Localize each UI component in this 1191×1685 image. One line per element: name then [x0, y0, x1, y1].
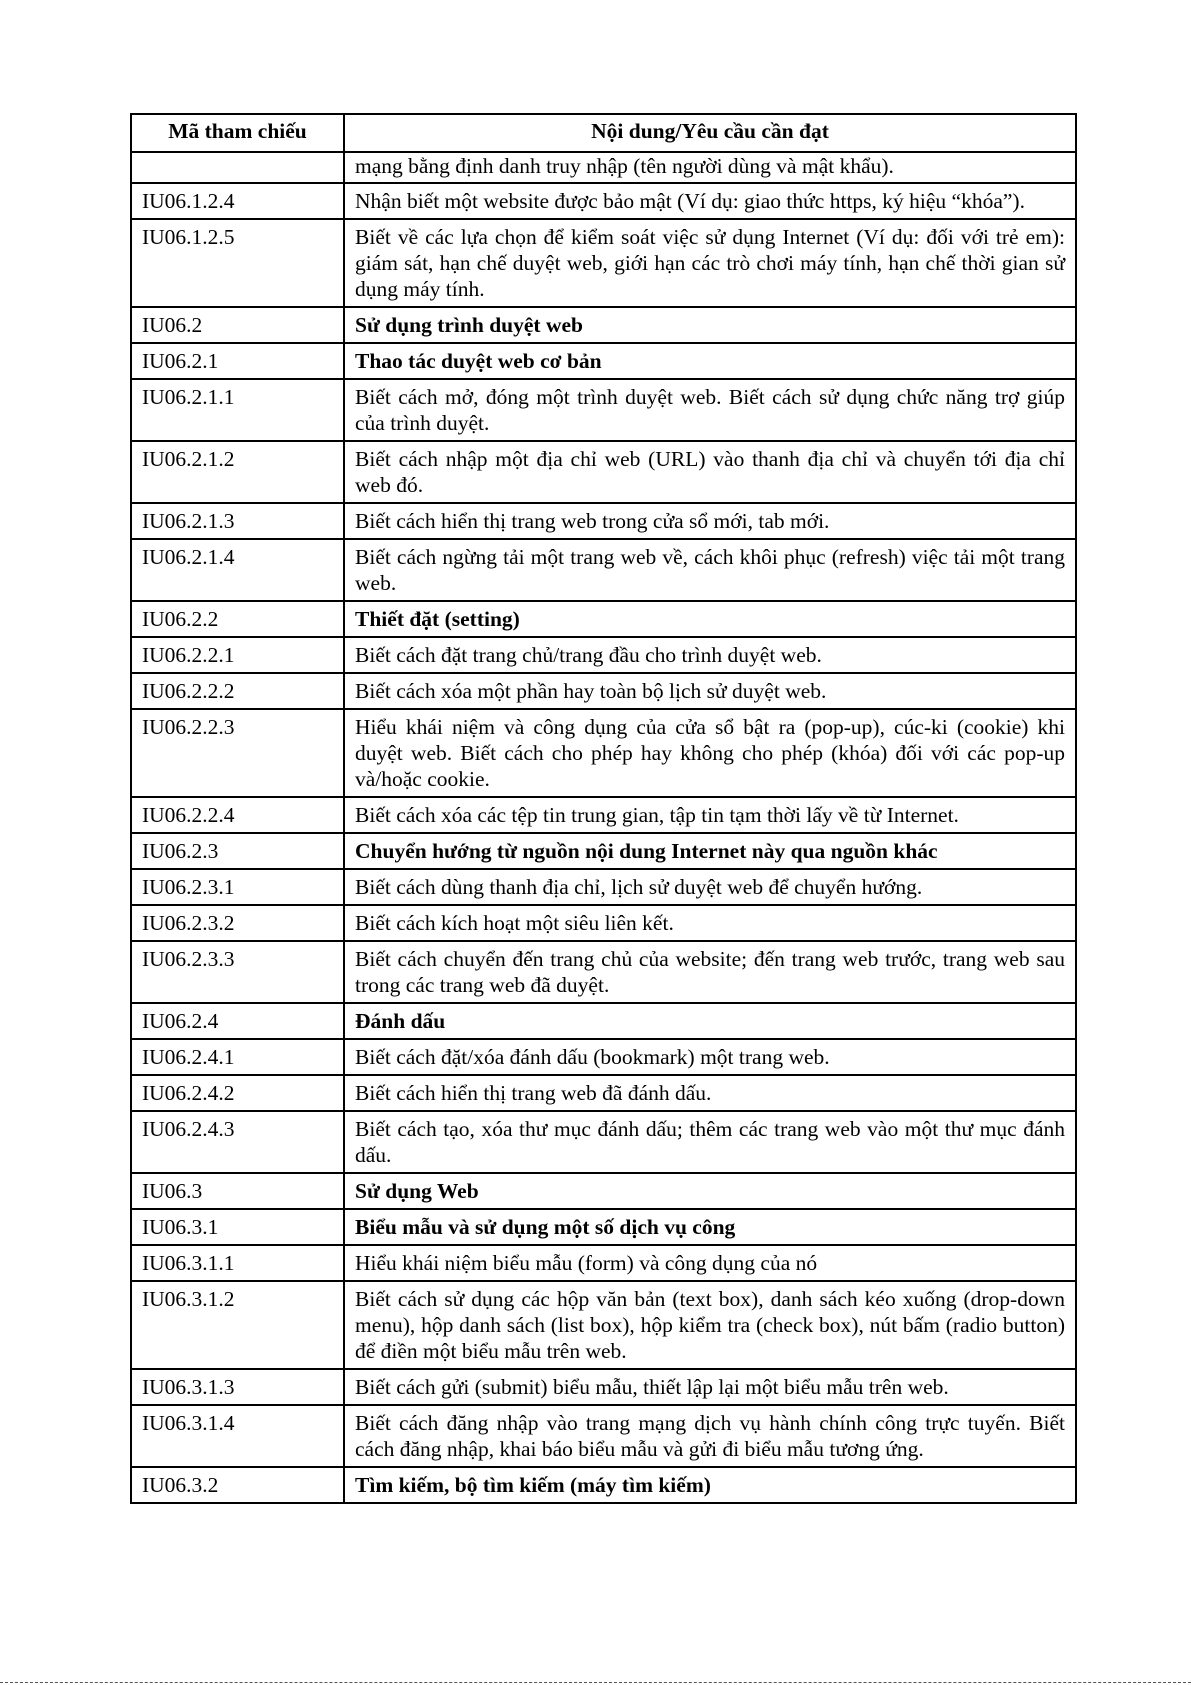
reference-code-cell: IU06.2.2 — [131, 601, 344, 637]
reference-code-cell: IU06.2.4 — [131, 1003, 344, 1039]
requirement-content-cell: Biết cách đặt trang chủ/trang đầu cho trình duyệt web. — [344, 637, 1076, 673]
requirement-content-cell: Biết cách tạo, xóa thư mục đánh dấu; thêm các trang web vào một thư mục đánh dấu. — [344, 1111, 1076, 1173]
reference-code-cell: IU06.2.1.1 — [131, 379, 344, 441]
requirement-content-cell: Biết cách hiển thị trang web trong cửa sổ mới, tab mới. — [344, 503, 1076, 539]
reference-code-cell: IU06.2.1.2 — [131, 441, 344, 503]
table-row — [131, 503, 1076, 539]
table-body — [131, 152, 1076, 1503]
reference-table — [130, 113, 1077, 1504]
table-row — [131, 869, 1076, 905]
requirement-content-cell: mạng bằng định danh truy nhập (tên người dùng và mật khẩu). — [344, 152, 1076, 183]
table-row — [131, 1075, 1076, 1111]
requirement-content-cell: Biết cách ngừng tải một trang web về, cách khôi phục (refresh) việc tải một trang web. — [344, 539, 1076, 601]
reference-code-cell: IU06.2.1 — [131, 343, 344, 379]
requirement-content-cell: Đánh dấu — [344, 1003, 1076, 1039]
reference-code-cell: IU06.2.4.3 — [131, 1111, 344, 1173]
table-row — [131, 1467, 1076, 1503]
reference-code-cell: IU06.1.2.5 — [131, 219, 344, 307]
header-content: Nội dung/Yêu cầu cần đạt — [344, 114, 1076, 152]
reference-code-cell: IU06.3.1.1 — [131, 1245, 344, 1281]
table-header-row — [131, 114, 1076, 152]
table-row — [131, 1173, 1076, 1209]
requirement-content-cell: Sử dụng trình duyệt web — [344, 307, 1076, 343]
requirement-content-cell: Thiết đặt (setting) — [344, 601, 1076, 637]
requirement-content-cell: Biết về các lựa chọn để kiểm soát việc sử dụng Internet (Ví dụ: đối với trẻ em): giám sát, hạn chế duyệt web, giới hạn các trò chơi máy tính, hạn chế thời gian sử dụng máy tính. — [344, 219, 1076, 307]
reference-code-cell: IU06.2.1.3 — [131, 503, 344, 539]
table-row — [131, 833, 1076, 869]
reference-code-cell: IU06.2.3.3 — [131, 941, 344, 1003]
requirement-content-cell: Hiểu khái niệm và công dụng của cửa sổ bật ra (pop-up), cúc-ki (cookie) khi duyệt web. Biết cách cho phép hay không cho phép (khóa) đối với các pop-up và/hoặc cookie. — [344, 709, 1076, 797]
requirement-content-cell: Thao tác duyệt web cơ bản — [344, 343, 1076, 379]
reference-code-cell: IU06.3 — [131, 1173, 344, 1209]
requirement-content-cell: Biết cách gửi (submit) biểu mẫu, thiết lập lại một biểu mẫu trên web. — [344, 1369, 1076, 1405]
reference-code-cell: IU06.3.1.4 — [131, 1405, 344, 1467]
table-row — [131, 539, 1076, 601]
table-row — [131, 1281, 1076, 1369]
reference-code-cell: IU06.2.3.2 — [131, 905, 344, 941]
requirement-content-cell: Biết cách chuyển đến trang chủ của website; đến trang web trước, trang web sau trong các trang web đã duyệt. — [344, 941, 1076, 1003]
reference-code-cell: IU06.2.2.2 — [131, 673, 344, 709]
requirement-content-cell: Biết cách xóa một phần hay toàn bộ lịch sử duyệt web. — [344, 673, 1076, 709]
reference-code-cell: IU06.3.1.3 — [131, 1369, 344, 1405]
table-row — [131, 1039, 1076, 1075]
reference-code-cell: IU06.2.2.4 — [131, 797, 344, 833]
requirement-content-cell: Biết cách đặt/xóa đánh dấu (bookmark) một trang web. — [344, 1039, 1076, 1075]
table-row — [131, 673, 1076, 709]
requirement-content-cell: Biết cách sử dụng các hộp văn bản (text box), danh sách kéo xuống (drop-down menu), hộp danh sách (list box), hộp kiểm tra (check box), nút bấm (radio button) để điền một biểu mẫu trên web. — [344, 1281, 1076, 1369]
reference-code-cell: IU06.2.2.1 — [131, 637, 344, 673]
reference-code-cell: IU06.3.1.2 — [131, 1281, 344, 1369]
reference-code-cell: IU06.1.2.4 — [131, 183, 344, 219]
reference-code-cell: IU06.2.1.4 — [131, 539, 344, 601]
table-row — [131, 183, 1076, 219]
table-row — [131, 1111, 1076, 1173]
table-row — [131, 441, 1076, 503]
table-row — [131, 152, 1076, 183]
reference-code-cell: IU06.2.3.1 — [131, 869, 344, 905]
requirement-content-cell: Sử dụng Web — [344, 1173, 1076, 1209]
reference-code-cell: IU06.2 — [131, 307, 344, 343]
reference-code-cell: IU06.2.4.2 — [131, 1075, 344, 1111]
reference-code-cell: IU06.2.4.1 — [131, 1039, 344, 1075]
table-row — [131, 709, 1076, 797]
table-row — [131, 1369, 1076, 1405]
requirement-content-cell: Biết cách đăng nhập vào trang mạng dịch vụ hành chính công trực tuyến. Biết cách đăng nhập, khai báo biểu mẫu và gửi đi biểu mẫu tương ứng. — [344, 1405, 1076, 1467]
table-row — [131, 1245, 1076, 1281]
table-row — [131, 637, 1076, 673]
table-row — [131, 1209, 1076, 1245]
requirement-content-cell: Biết cách nhập một địa chỉ web (URL) vào thanh địa chỉ và chuyển tới địa chỉ web đó. — [344, 441, 1076, 503]
table-row — [131, 379, 1076, 441]
table-row — [131, 797, 1076, 833]
requirement-content-cell: Hiểu khái niệm biểu mẫu (form) và công dụng của nó — [344, 1245, 1076, 1281]
table-row — [131, 1003, 1076, 1039]
table-row — [131, 941, 1076, 1003]
requirement-content-cell: Biết cách dùng thanh địa chỉ, lịch sử duyệt web để chuyển hướng. — [344, 869, 1076, 905]
table-row — [131, 307, 1076, 343]
requirement-content-cell: Biết cách hiển thị trang web đã đánh dấu. — [344, 1075, 1076, 1111]
table-row — [131, 343, 1076, 379]
table-row — [131, 905, 1076, 941]
requirement-content-cell: Tìm kiếm, bộ tìm kiếm (máy tìm kiếm) — [344, 1467, 1076, 1503]
reference-code-cell: IU06.3.1 — [131, 1209, 344, 1245]
reference-code-cell: IU06.2.3 — [131, 833, 344, 869]
requirement-content-cell: Biết cách xóa các tệp tin trung gian, tập tin tạm thời lấy về từ Internet. — [344, 797, 1076, 833]
requirement-content-cell: Biểu mẫu và sử dụng một số dịch vụ công — [344, 1209, 1076, 1245]
reference-code-cell: IU06.3.2 — [131, 1467, 344, 1503]
requirement-content-cell: Biết cách mở, đóng một trình duyệt web. Biết cách sử dụng chức năng trợ giúp của trình duyệt. — [344, 379, 1076, 441]
reference-code-cell: IU06.2.2.3 — [131, 709, 344, 797]
page-footer-divider — [0, 1682, 1191, 1683]
table-row — [131, 601, 1076, 637]
reference-code-cell — [131, 152, 344, 183]
header-code: Mã tham chiếu — [131, 114, 344, 152]
table-row — [131, 219, 1076, 307]
table-row — [131, 1405, 1076, 1467]
requirement-content-cell: Nhận biết một website được bảo mật (Ví dụ: giao thức https, ký hiệu “khóa”). — [344, 183, 1076, 219]
requirement-content-cell: Chuyển hướng từ nguồn nội dung Internet này qua nguồn khác — [344, 833, 1076, 869]
requirement-content-cell: Biết cách kích hoạt một siêu liên kết. — [344, 905, 1076, 941]
